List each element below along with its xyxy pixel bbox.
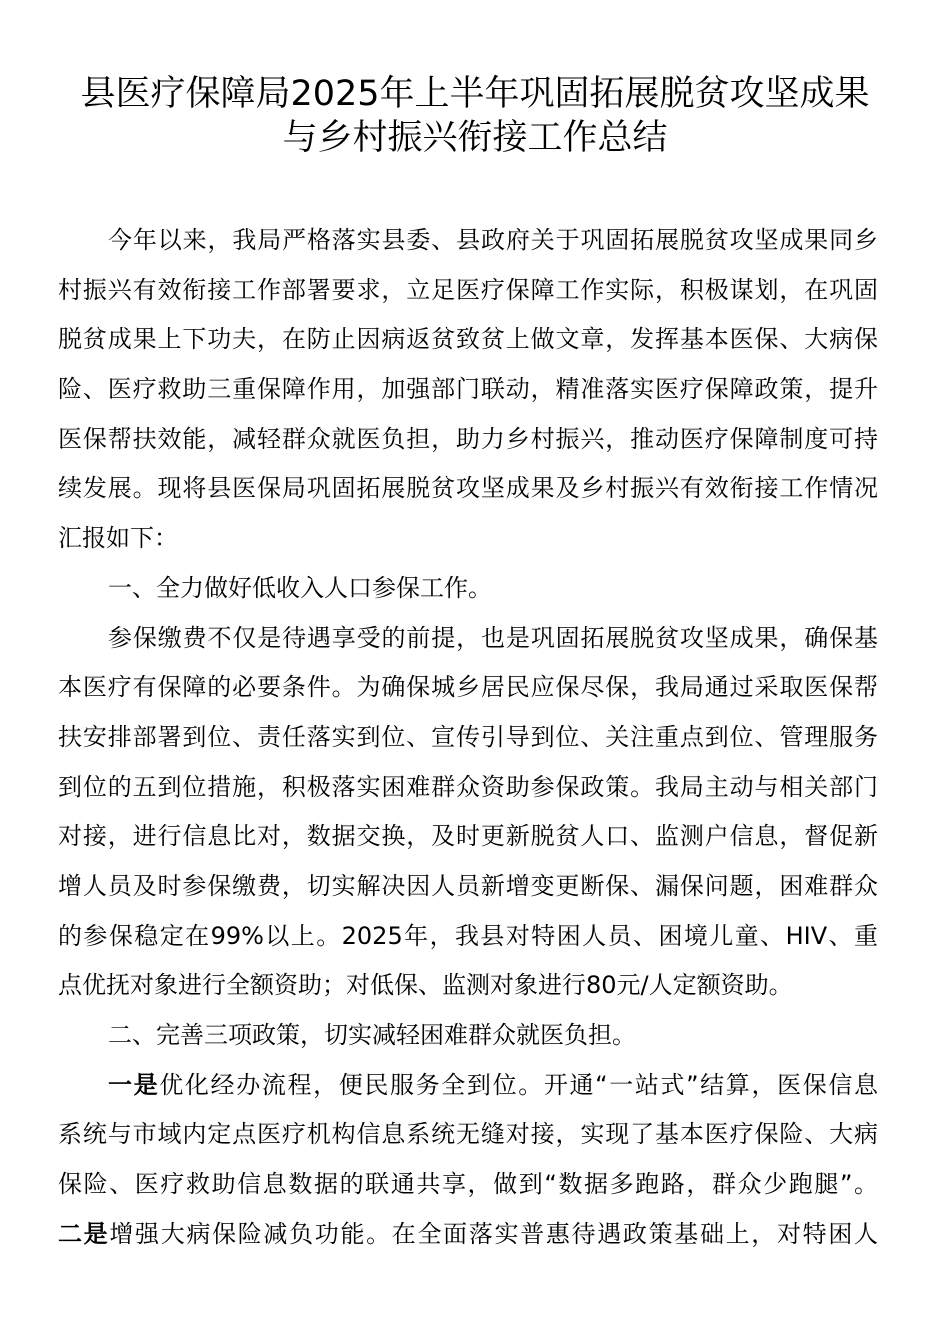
document-body	[58, 216, 878, 1259]
text-line: 脱贫成果上下功夫，在防止因病返贫致贫上做文章，发挥基本医保、大病保	[58, 325, 878, 354]
text-line: 扶安排部署到位、责任落实到位、宣传引导到位、关注重点到位、管理服务	[58, 722, 878, 751]
document-title-line-1: 县医疗保障局2025年上半年巩固拓展脱贫攻坚成果	[80, 74, 870, 114]
text-line: 对接，进行信息比对，数据交换，及时更新脱贫人口、监测户信息，督促新	[58, 822, 878, 851]
paragraph-intro	[58, 216, 878, 564]
text-line: 点优抚对象进行全额资助；对低保、监测对象进行80元/人定额资助。	[58, 971, 793, 1000]
text-line: 医保帮扶效能，减轻群众就医负担，助力乡村振兴，推动医疗保障制度可持	[58, 424, 878, 453]
bold-lead: 二是	[58, 1219, 110, 1248]
text-line: 险、医疗救助三重保障作用，加强部门联动，精准落实医疗保障政策，提升	[58, 375, 878, 404]
text-line: 今年以来，我局严格落实县委、县政府关于巩固拓展脱贫攻坚成果同乡	[108, 226, 878, 254]
text-line: 保险、医疗救助信息数据的联通共享，做到“数据多跑路，群众少跑腿”。	[58, 1170, 878, 1199]
text-span: 优化经办流程，便民服务全到位。开通“一站式”结算，医保信息	[159, 1070, 878, 1099]
text-line: 系统与市域内定点医疗机构信息系统无缝对接，实现了基本医疗保险、大病	[58, 1120, 878, 1149]
paragraph-policies	[58, 1061, 878, 1260]
section-heading-2: 二、完善三项政策，切实减轻困难群众就医负担。	[108, 1021, 636, 1049]
text-line: 参保缴费不仅是待遇享受的前提，也是巩固拓展脱贫攻坚成果，确保基	[108, 623, 878, 652]
text-line	[58, 1210, 878, 1260]
text-line: 到位的五到位措施，积极落实困难群众资助参保政策。我局主动与相关部门	[58, 772, 878, 801]
text-line: 增人员及时参保缴费，切实解决因人员新增变更断保、漏保问题，困难群众	[58, 871, 878, 900]
paragraph-insurance	[58, 614, 878, 1012]
document-title-line-2: 与乡村振兴衔接工作总结	[282, 118, 668, 158]
bold-lead: 一是	[108, 1070, 160, 1099]
text-line: 的参保稳定在99%以上。2025年，我县对特困人员、困境儿童、HIV、重	[58, 921, 878, 950]
section-heading-1: 一、全力做好低收入人口参保工作。	[108, 573, 492, 602]
text-line: 本医疗有保障的必要条件。为确保城乡居民应保尽保，我局通过采取医保帮	[58, 673, 878, 702]
text-line: 村振兴有效衔接工作部署要求，立足医疗保障工作实际，积极谋划，在巩固	[58, 275, 878, 304]
text-line: 汇报如下：	[58, 524, 178, 553]
text-span: 增强大病保险减负功能。在全面落实普惠待遇政策基础上，对特困人	[109, 1219, 879, 1248]
text-line: 续发展。现将县医保局巩固拓展脱贫攻坚成果及乡村振兴有效衔接工作情况	[58, 474, 878, 503]
text-line	[58, 1061, 878, 1111]
